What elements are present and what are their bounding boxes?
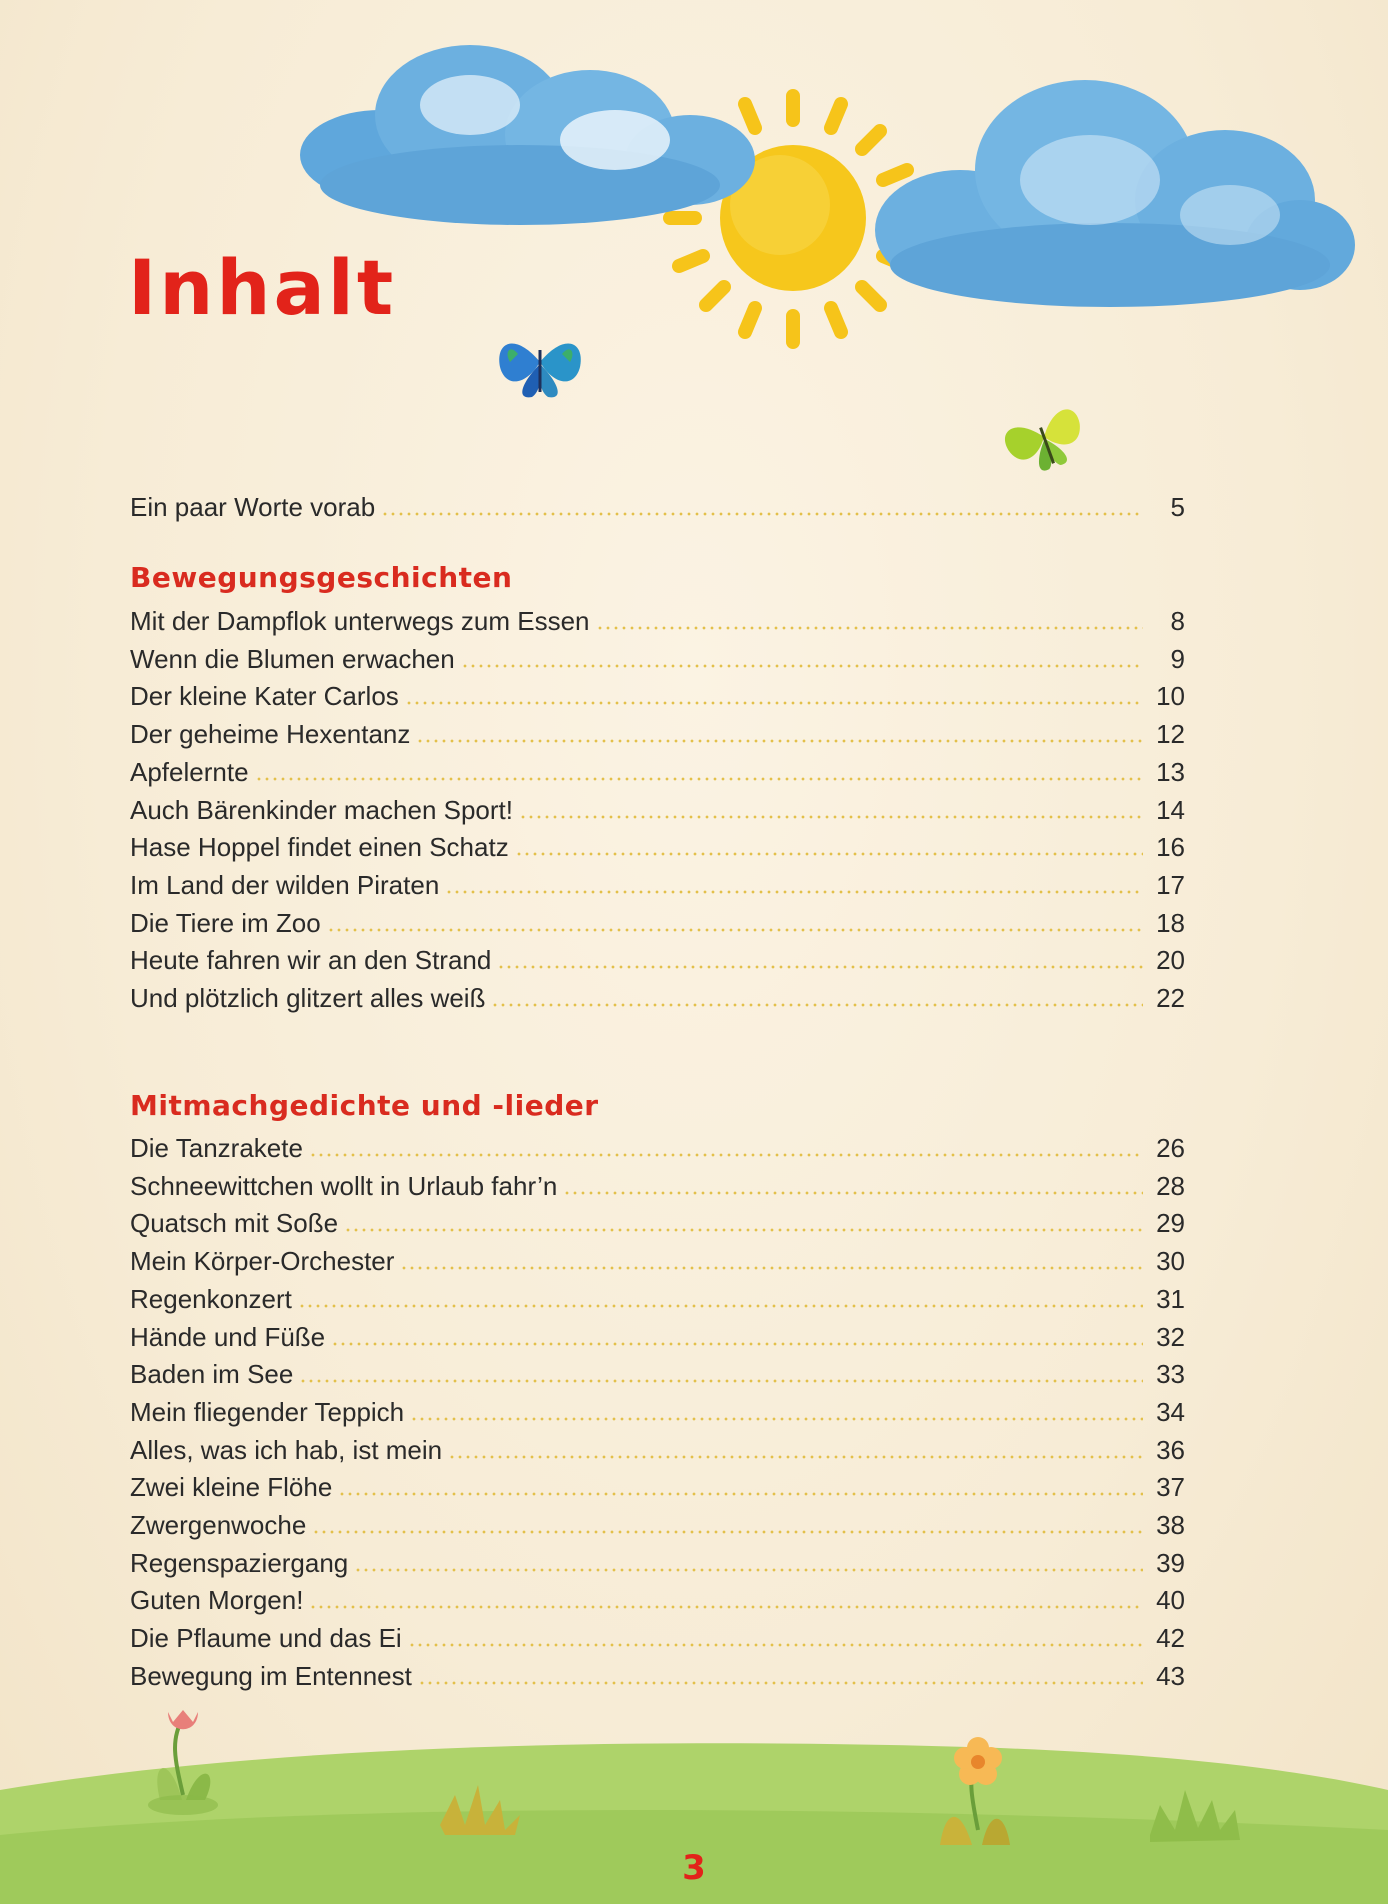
entry-page: 5 [1170,492,1185,522]
leader-dots [418,1681,1143,1685]
entry-title: Mein fliegender Teppich [130,1397,405,1427]
entry-title: Regenspaziergang [130,1548,349,1578]
leader-dots [445,890,1143,894]
toc-entry[interactable] [130,681,1185,713]
entry-title: Quatsch mit Soße [130,1208,339,1238]
leader-dots [381,512,1143,516]
leader-dots [255,777,1143,781]
entry-title: Der geheime Hexentanz [130,719,411,749]
toc-entry-intro[interactable] [130,492,1185,524]
leader-dots [309,1605,1143,1609]
entry-title: Mit der Dampflok unterwegs zum Essen [130,606,590,636]
entry-title: Bewegung im Entennest [130,1661,412,1691]
leader-dots [416,739,1143,743]
toc-entry[interactable] [130,1510,1185,1542]
entry-title: Ein paar Worte vorab [130,492,376,522]
section-heading: Bewegungsgeschichten [130,561,513,594]
entry-title: Zwei kleine Flöhe [130,1472,333,1502]
entry-page: 30 [1156,1246,1185,1276]
leader-dots [327,928,1143,932]
toc-entry[interactable] [130,983,1185,1015]
leader-dots [331,1342,1143,1346]
entry-page: 36 [1156,1435,1185,1465]
entry-page: 12 [1156,719,1185,749]
entry-title: Mein Körper-Orchester [130,1246,395,1276]
entry-page: 38 [1156,1510,1185,1540]
leader-dots [344,1228,1143,1232]
entry-title: Hände und Füße [130,1322,326,1352]
entry-title: Alles, was ich hab, ist mein [130,1435,443,1465]
entry-title: Auch Bärenkinder machen Sport! [130,795,513,825]
entry-title: Hase Hoppel findet einen Schatz [130,832,509,862]
leader-dots [408,1643,1143,1647]
entry-title: Im Land der wilden Piraten [130,870,440,900]
toc-entry[interactable] [130,1171,1185,1203]
entry-title: Schneewittchen wollt in Urlaub fahr’n [130,1171,558,1201]
entry-page: 32 [1156,1322,1185,1352]
entry-page: 16 [1156,832,1185,862]
entry-page: 28 [1156,1171,1185,1201]
toc-entry[interactable] [130,1435,1185,1467]
entry-title: Zwergenwoche [130,1510,307,1540]
entry-page: 17 [1156,870,1185,900]
entry-page: 43 [1156,1661,1185,1691]
leader-dots [299,1379,1143,1383]
toc-entry[interactable] [130,606,1185,638]
toc-entry[interactable] [130,1397,1185,1429]
leader-dots [298,1304,1143,1308]
toc-entry[interactable] [130,1585,1185,1617]
leader-dots [563,1191,1143,1195]
toc-entry[interactable] [130,1133,1185,1165]
entry-page: 34 [1156,1397,1185,1427]
entry-title: Wenn die Blumen erwachen [130,644,455,674]
leader-dots [491,1003,1143,1007]
entry-title: Die Tiere im Zoo [130,908,321,938]
butterfly-blue-icon [499,343,581,397]
entry-title: Baden im See [130,1359,294,1389]
toc-entry[interactable] [130,757,1185,789]
leader-dots [354,1568,1143,1572]
entry-page: 8 [1170,606,1185,636]
entry-page: 26 [1156,1133,1185,1163]
toc-entry[interactable] [130,1623,1185,1655]
toc-entry[interactable] [130,1548,1185,1580]
entry-title: Heute fahren wir an den Strand [130,945,492,975]
entry-page: 40 [1156,1585,1185,1615]
leader-dots [405,701,1143,705]
toc-entry[interactable] [130,1322,1185,1354]
leader-dots [461,664,1143,668]
butterfly-green-icon [1001,406,1091,480]
toc-entry[interactable] [130,1661,1185,1693]
cloud-right-icon [875,80,1355,307]
entry-title: Und plötzlich glitzert alles weiß [130,983,486,1013]
toc-entry[interactable] [130,832,1185,864]
toc-entry[interactable] [130,795,1185,827]
entry-title: Apfelernte [130,757,249,787]
entry-page: 18 [1156,908,1185,938]
toc-entry[interactable] [130,1472,1185,1504]
leader-dots [497,965,1143,969]
leader-dots [515,852,1143,856]
cloud-left-icon [300,45,755,225]
leader-dots [596,626,1143,630]
leader-dots [309,1153,1143,1157]
toc-entry[interactable] [130,908,1185,940]
toc-entry[interactable] [130,719,1185,751]
toc-entry[interactable] [130,644,1185,676]
entry-page: 29 [1156,1208,1185,1238]
toc-entry[interactable] [130,1208,1185,1240]
toc-entry[interactable] [130,870,1185,902]
entry-page: 39 [1156,1548,1185,1578]
entry-page: 22 [1156,983,1185,1013]
page-number: 3 [682,1848,706,1888]
leader-dots [312,1530,1143,1534]
tulip-icon [148,1710,218,1815]
entry-page: 37 [1156,1472,1185,1502]
leader-dots [338,1492,1143,1496]
entry-page: 42 [1156,1623,1185,1653]
entry-page: 14 [1156,795,1185,825]
toc-entry[interactable] [130,945,1185,977]
leader-dots [448,1455,1143,1459]
toc-entry[interactable] [130,1359,1185,1391]
entry-title: Der kleine Kater Carlos [130,681,399,711]
leader-dots [400,1266,1143,1270]
entry-page: 10 [1156,681,1185,711]
leader-dots [410,1417,1143,1421]
leader-dots [519,815,1143,819]
entry-title: Die Tanzrakete [130,1133,303,1163]
page-title: Inhalt [128,243,397,332]
entry-page: 13 [1156,757,1185,787]
entry-title: Regenkonzert [130,1284,292,1314]
entry-title: Die Pflaume und das Ei [130,1623,402,1653]
entry-page: 31 [1156,1284,1185,1314]
entry-page: 33 [1156,1359,1185,1389]
entry-title: Guten Morgen! [130,1585,304,1615]
toc-entry[interactable] [130,1246,1185,1278]
entry-page: 9 [1170,644,1185,674]
section-heading: Mitmachgedichte und -lieder [130,1089,599,1122]
toc-entry[interactable] [130,1284,1185,1316]
entry-page: 20 [1156,945,1185,975]
